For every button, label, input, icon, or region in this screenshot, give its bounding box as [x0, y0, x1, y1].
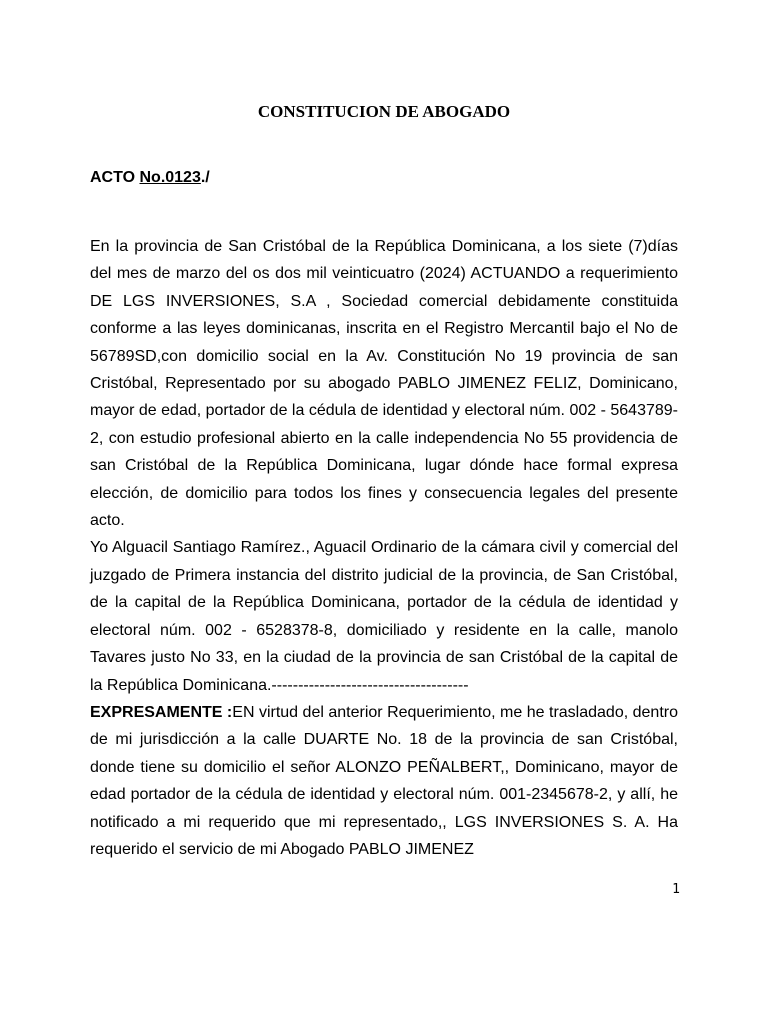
acto-number: No.0123: [139, 169, 201, 186]
expresamente-text: EN virtud del anterior Requerimiento, me he trasladado, dentro de mi jurisdicción a la calle DUARTE No. 18 de la provincia de san Cristóbal, donde tiene su domicilio el señor ALONZO PEÑALBERT,, Dominicano, mayor de edad portador de la cédula de identidad y electoral núm. 001-2345678-2, y allí, he notificado a mi requerido que mi representado,, LGS INVERSIONES S. A. Ha requerido el servicio de mi Abogado PABLO JIMENEZ: [90, 703, 678, 858]
expresamente-label: EXPRESAMENTE :: [90, 703, 233, 721]
acto-number-line: [90, 168, 210, 188]
document-title: CONSTITUCION DE ABOGADO: [257, 102, 511, 121]
paragraph-expresamente: [90, 699, 678, 863]
document-body: [90, 233, 678, 863]
paragraph-requerimiento: En la provincia de San Cristóbal de la República Dominicana, a los siete (7)días del mes de marzo del os dos mil veinticuatro (2024) ACTUANDO a requerimiento DE LGS INVERSIONES, S.A , Sociedad comercial debidamente constituida conforme a las leyes dominicanas, inscrita en el Registro Mercantil bajo el No de 56789SD,con domicilio social en la Av. Constitución No 19 provincia de san Cristóbal, Representado por su abogado PABLO JIMENEZ FELIZ, Dominicano, mayor de edad, portador de la cédula de identidad y electoral núm. 002 - 5643789-2, con estudio profesional abierto en la calle independencia No 55 providencia de san Cristóbal de la República Dominicana, lugar dónde hace formal expresa elección, de domicilio para todos los fines y consecuencia legales del presente acto.: [90, 238, 678, 530]
acto-suffix: ./: [200, 169, 210, 186]
acto-prefix: ACTO: [90, 169, 140, 186]
paragraph-alguacil: Yo Alguacil Santiago Ramírez., Aguacil Ordinario de la cámara civil y comercial del juzgado de Primera instancia del distrito judicial de la provincia, de San Cristóbal, de la capital de la República Dominicana, portador de la cédula de identidad y electoral núm. 002 - 6528378-8, domiciliado y residente en la calle, manolo Tavares justo No 33, en la ciudad de la provincia de san Cristóbal de la capital de la República Dominicana.-------------------------------------: [90, 539, 678, 694]
page-number: 1: [672, 882, 680, 897]
